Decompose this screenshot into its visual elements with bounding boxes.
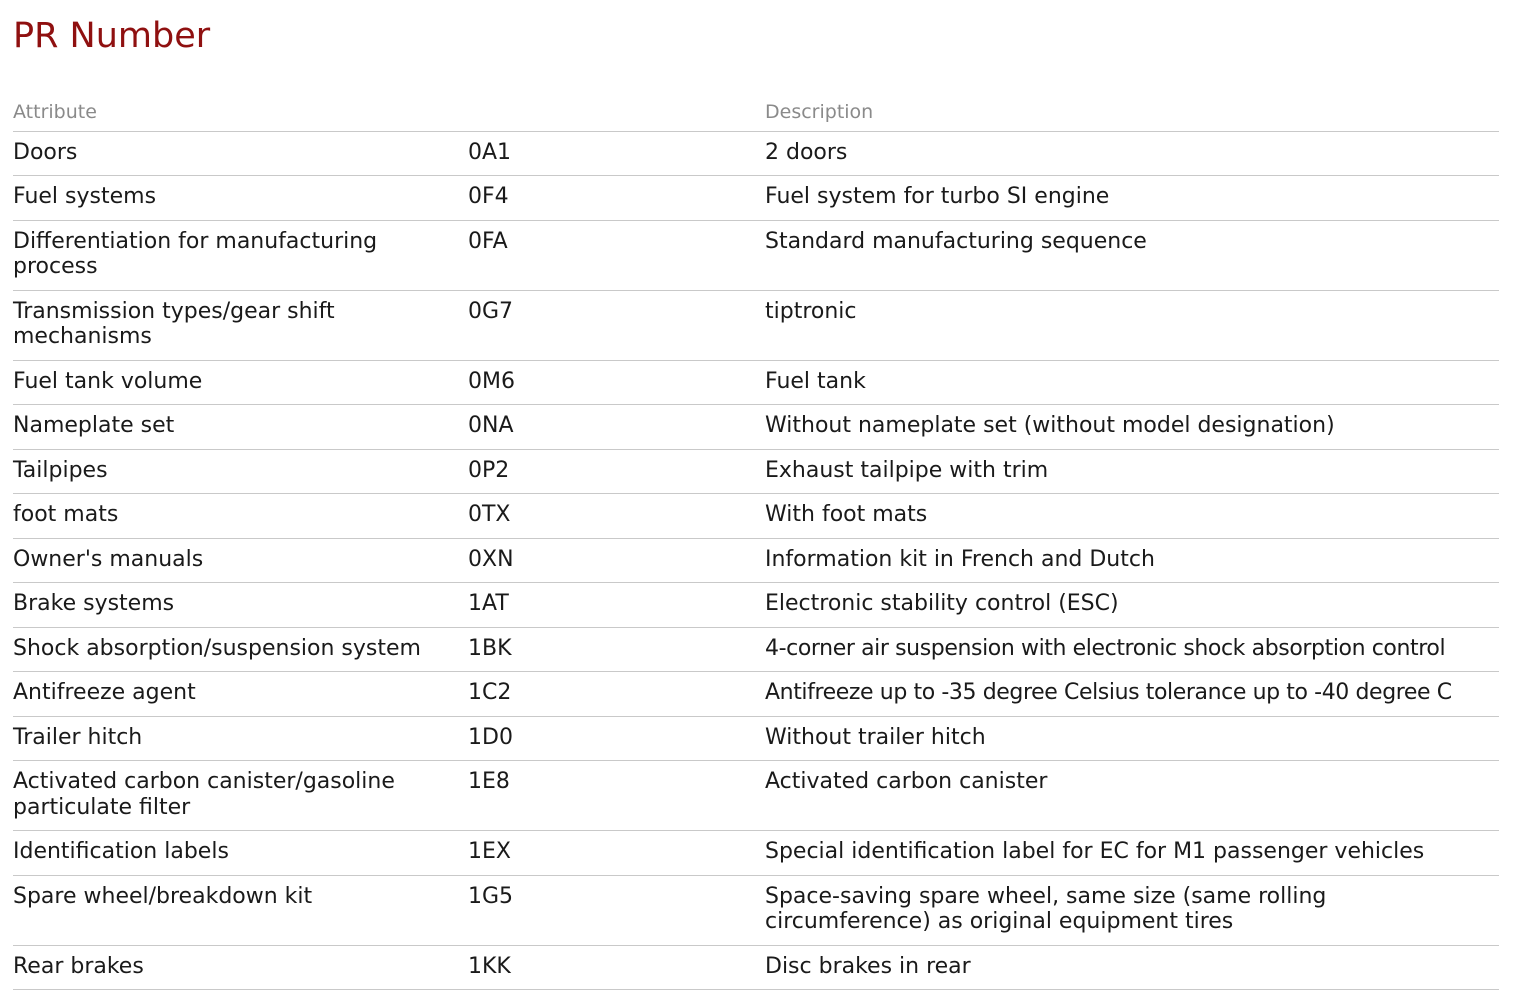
row-code: 0NA [468,405,765,450]
table-row [13,716,1499,761]
row-attribute: Spare wheel/breakdown kit [13,875,468,945]
row-description: Electronic stability control (ESC) [765,583,1499,628]
row-code: 1EX [468,831,765,876]
row-attribute: Identification labels [13,831,468,876]
table-row [13,875,1499,945]
row-attribute: Brake systems [13,583,468,628]
row-description: Fuel system for turbo SI engine [765,176,1499,221]
row-attribute: Tailpipes [13,449,468,494]
row-description: Space-saving spare wheel, same size (same rolling circumference) as original equipment tires [765,875,1499,945]
row-attribute: Activated carbon canister/gasoline particulate filter [13,761,468,831]
row-attribute: Differentiation for manufacturing process [13,220,468,290]
row-attribute: Doors [13,131,468,176]
table-row [13,627,1499,672]
table-row [13,290,1499,360]
row-attribute: Nameplate set [13,405,468,450]
row-description: Information kit in French and Dutch [765,538,1499,583]
table-row [13,538,1499,583]
row-code: 0A1 [468,131,765,176]
row-code: 1BK [468,627,765,672]
row-description: Without nameplate set (without model designation) [765,405,1499,450]
table-row [13,494,1499,539]
row-code: 1AT [468,583,765,628]
pr-number-table [13,94,1499,990]
table-row [13,945,1499,990]
column-header-attribute: Attribute [13,94,468,131]
row-code: 0XN [468,538,765,583]
table-row [13,360,1499,405]
table-header-row [13,94,1499,131]
row-attribute: Trailer hitch [13,716,468,761]
row-code: 0TX [468,494,765,539]
row-description: tiptronic [765,290,1499,360]
table-row [13,672,1499,717]
table-row [13,176,1499,221]
row-attribute: Antifreeze agent [13,672,468,717]
row-description: Special identification label for EC for M1 passenger vehicles [765,831,1499,876]
row-attribute: foot mats [13,494,468,539]
row-code: 1D0 [468,716,765,761]
row-attribute: Fuel tank volume [13,360,468,405]
row-attribute: Rear brakes [13,945,468,990]
row-description: 2 doors [765,131,1499,176]
row-description: Exhaust tailpipe with trim [765,449,1499,494]
row-attribute: Transmission types/gear shift mechanisms [13,290,468,360]
row-description: Disc brakes in rear [765,945,1499,990]
row-description: Without trailer hitch [765,716,1499,761]
column-header-code [468,94,765,131]
column-header-description: Description [765,94,1499,131]
row-code: 0FA [468,220,765,290]
row-code: 0F4 [468,176,765,221]
table-row [13,220,1499,290]
row-code: 1KK [468,945,765,990]
row-attribute: Shock absorption/suspension system [13,627,468,672]
page-title: PR Number [13,16,211,56]
row-code: 1E8 [468,761,765,831]
row-description: Antifreeze up to -35 degree Celsius tolerance up to -40 degree C [765,672,1499,717]
row-description: With foot mats [765,494,1499,539]
table-row [13,405,1499,450]
table-row [13,831,1499,876]
row-attribute: Owner's manuals [13,538,468,583]
row-description: Fuel tank [765,360,1499,405]
row-code: 1G5 [468,875,765,945]
table-row [13,131,1499,176]
row-description: Activated carbon canister [765,761,1499,831]
row-description: 4-corner air suspension with electronic shock absorption control [765,627,1499,672]
row-code: 0G7 [468,290,765,360]
row-description: Standard manufacturing sequence [765,220,1499,290]
row-code: 0M6 [468,360,765,405]
table-row [13,449,1499,494]
table-row [13,761,1499,831]
table-row [13,583,1499,628]
row-code: 0P2 [468,449,765,494]
row-attribute: Fuel systems [13,176,468,221]
row-code: 1C2 [468,672,765,717]
